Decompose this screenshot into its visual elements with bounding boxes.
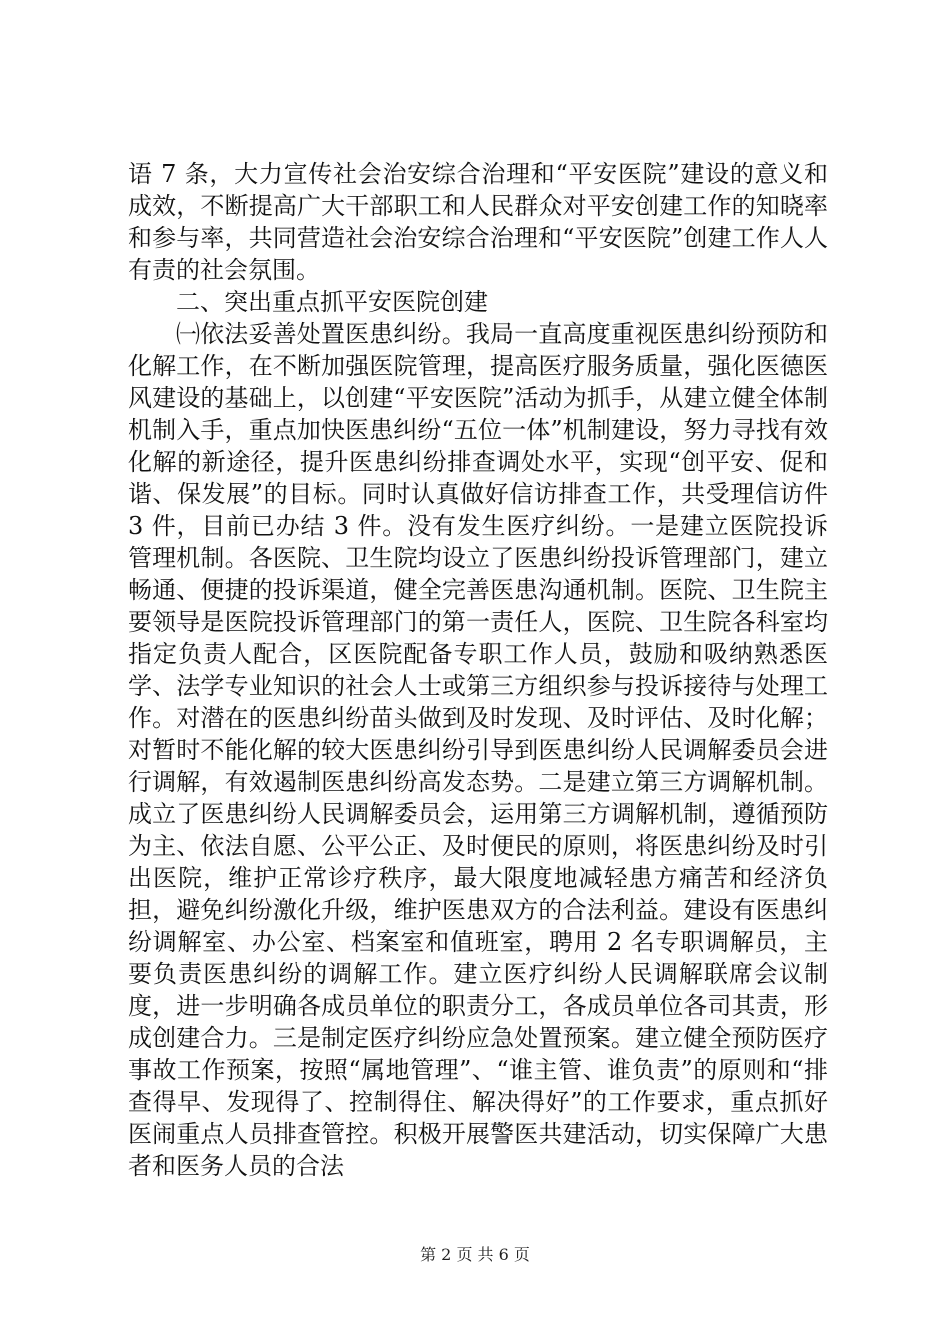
paragraph-dispute-handling: ㈠依法妥善处置医患纠纷。我局一直高度重视医患纠纷预防和化解工作，在不断加强医院管理，提高医疗服务质量，强化医德医风建设的基础上，以创建“平安医院”活动为抓手，从建立健全体制机制入手，重点加快医患纠纷“五位一体”机制建设，努力寻找有效化解的新途径，提升医患纠纷排查调处水平，实现“创平安、促和谐、保发展”的目标。同时认真做好信访排查工作，共受理信访件 3 件，目前已办结 3 件。没有发生医疗纠纷。一是建立医院投诉管理机制。各医院、卫生院均设立了医患纠纷投诉管理部门，建立畅通、便捷的投诉渠道，健全完善医患沟通机制。医院、卫生院主要领导是医院投诉管理部门的第一责任人，医院、卫生院各科室均指定负责人配合，区医院配备专职工作人员，鼓励和吸纳熟悉医学、法学专业知识的社会人士或第三方组织参与投诉接待与处理工作。对潜在的医患纠纷苗头做到及时发现、及时评估、及时化解；对暂时不能化解的较大医患纠纷引导到医患纠纷人民调解委员会进行调解，有效遏制医患纠纷高发态势。二是建立第三方调解机制。成立了医患纠纷人民调解委员会，运用第三方调解机制，遵循预防为主、依法自愿、公平公正、及时便民的原则，将医患纠纷及时引出医院，维护正常诊疗秩序，最大限度地减轻患方痛苦和经济负担，避免纠纷激化升级，维护医患双方的合法利益。建设有医患纠纷调解室、办公室、档案室和值班室，聘用 2 名专职调解员，主要负责医患纠纷的调解工作。建立医疗纠纷人民调解联席会议制度，进一步明确各成员单位的职责分工，各成员单位各司其责，形成创建合力。三是制定医疗纠纷应急处置预案。建立健全预防医疗事故工作预案，按照“属地管理”、“谁主管、谁负责”的原则和“排查得早、发现得了、控制得住、解决得好”的工作要求，重点抓好医闹重点人员排查管控。积极开展警医共建活动，切实保障广大患者和医务人员的合法 [128,320,828,1180]
paragraph-continuation: 语 7 条，大力宣传社会治安综合治理和“平安医院”建设的意义和成效，不断提高广大干部职工和人民群众对平安创建工作的知晓率和参与率，共同营造社会治安综合治理和“平安医院”创建工作人人有责的社会氛围。 [128,160,828,284]
section-heading: 二、突出重点抓平安医院创建 [176,288,488,316]
page-number-footer: 第 2 页 共 6 页 [420,1245,530,1264]
document-body [128,158,828,1182]
